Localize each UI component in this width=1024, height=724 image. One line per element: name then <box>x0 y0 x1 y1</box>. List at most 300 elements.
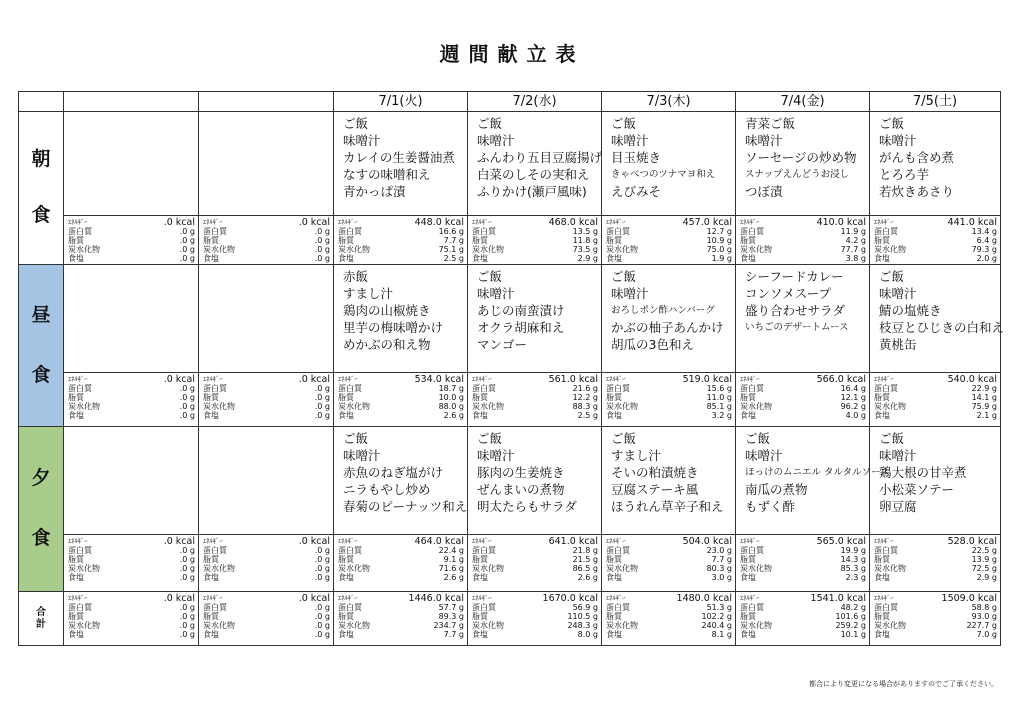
nutrient-label: 炭水化物 <box>874 245 906 254</box>
nutrition-cell <box>736 592 870 646</box>
dish-item: 味噌汁 <box>611 286 649 301</box>
dish-item: なすの味噌和え <box>343 167 431 182</box>
empty-cell <box>199 112 334 216</box>
nutrition-row <box>68 236 195 245</box>
nutrient-amount: .0 g <box>179 227 195 236</box>
nutrient-label: 蛋白質 <box>68 546 92 555</box>
dish-item: 鯖の塩焼き <box>879 303 942 318</box>
nutrient-amount: 15.6 <box>706 384 725 393</box>
nutrient-unit: g <box>592 227 598 236</box>
nutrient-unit: g <box>458 564 464 573</box>
breakfast-dish-row <box>19 112 1001 216</box>
dinner-nutrition-row <box>19 535 1001 592</box>
nutrient-value <box>573 546 598 555</box>
nutrient-amount: 3.2 <box>711 411 725 420</box>
nutrient-amount: 10.9 <box>706 236 725 245</box>
nutrient-amount: 457.0 <box>682 217 710 228</box>
nutrient-label: 脂質 <box>68 555 84 564</box>
empty-cell <box>199 427 334 535</box>
nutrient-value <box>444 411 464 420</box>
date-header-row <box>19 92 1001 112</box>
meal-label-total <box>19 592 64 646</box>
nutrient-value <box>972 384 997 393</box>
nutrient-value <box>573 236 598 245</box>
nutrient-amount: 11.8 <box>572 236 591 245</box>
dish-item: そいの粕漬焼き <box>611 465 699 480</box>
nutrient-value <box>817 537 866 546</box>
lunch-dish-row <box>19 265 1001 373</box>
nutrient-label: 炭水化物 <box>472 402 504 411</box>
lunch-nutrition-row <box>19 373 1001 427</box>
meal-label-char: 朝 <box>31 148 51 171</box>
dish-item: 味噌汁 <box>745 448 783 463</box>
nutrient-amount: 10.0 <box>438 393 457 402</box>
dish-item: きゃべつのツナマヨ和え <box>611 169 716 180</box>
nutrient-amount: 504.0 <box>682 536 710 547</box>
nutrient-label: ｴﾈﾙｷﾞｰ <box>874 218 894 226</box>
nutrient-value <box>578 411 598 420</box>
nutrition-row <box>68 245 195 254</box>
nutrient-value <box>578 573 598 582</box>
nutrient-amount: 85.1 <box>706 402 725 411</box>
nutrient-amount: 1.9 <box>711 254 725 263</box>
nutrient-unit: g <box>458 393 464 402</box>
nutrition-row <box>472 218 598 227</box>
nutrient-label: ｴﾈﾙｷﾞｰ <box>203 375 223 383</box>
nutrient-label: ｴﾈﾙｷﾞｰ <box>68 594 88 602</box>
nutrient-label: ｴﾈﾙｷﾞｰ <box>338 594 358 602</box>
dish-item: ふんわり五目豆腐揚げ <box>477 150 603 165</box>
nutrient-label: 炭水化物 <box>338 245 370 254</box>
nutrient-amount: .0 g <box>314 573 330 582</box>
nutrient-label: 蛋白質 <box>606 384 630 393</box>
nutrient-amount: 79.3 <box>971 245 990 254</box>
nutrition-row <box>740 573 866 582</box>
empty-cell <box>64 112 199 216</box>
nutrition-row <box>472 227 598 236</box>
nutrient-label: 食塩 <box>68 573 84 582</box>
nutrition-row <box>740 612 866 621</box>
nutrition-row <box>472 573 598 582</box>
nutrient-value <box>811 594 866 603</box>
nutrient-value <box>439 384 464 393</box>
nutrition-row <box>740 603 866 612</box>
nutrient-unit: g <box>458 603 464 612</box>
nutrient-value <box>712 555 732 564</box>
nutrient-value <box>180 555 195 564</box>
nutrient-value <box>180 411 195 420</box>
nutrient-amount: .0 kcal <box>298 536 330 547</box>
nutrient-unit: g <box>860 630 866 639</box>
nutrient-value <box>444 254 464 263</box>
nutrient-label: 蛋白質 <box>874 384 898 393</box>
dish-item: ご飯 <box>879 116 905 131</box>
nutrition-row <box>874 621 997 630</box>
nutrition-row <box>203 546 330 555</box>
nutrition-row <box>606 594 732 603</box>
nutrient-label: 食塩 <box>606 630 622 639</box>
nutrient-amount: 51.3 <box>706 603 725 612</box>
nutrient-amount: 93.0 <box>971 612 990 621</box>
nutrient-value <box>977 630 997 639</box>
nutrient-value <box>841 555 866 564</box>
nutrient-unit: kcal <box>578 217 598 228</box>
nutrient-amount: 2.5 <box>443 254 457 263</box>
dish-item: すまし汁 <box>343 286 394 301</box>
nutrition-cell <box>602 535 736 592</box>
nutrient-label: 炭水化物 <box>472 245 504 254</box>
nutrient-value <box>846 573 866 582</box>
nutrient-label: ｴﾈﾙｷﾞｰ <box>68 218 88 226</box>
meal-label-breakfast <box>19 112 64 265</box>
dish-item: 明太たらもサラダ <box>477 499 577 514</box>
nutrient-value <box>573 384 598 393</box>
nutrition-row <box>874 594 997 603</box>
nutrient-label: 蛋白質 <box>68 227 92 236</box>
nutrient-unit: g <box>592 573 598 582</box>
nutrient-amount: 2.6 <box>443 573 457 582</box>
nutrient-label: 脂質 <box>472 236 488 245</box>
nutrient-amount: 8.0 <box>577 630 591 639</box>
nutrient-amount: .0 kcal <box>163 536 195 547</box>
nutrient-value <box>444 630 464 639</box>
nutrient-label: 炭水化物 <box>203 564 235 573</box>
dish-item: コンソメスープ <box>745 286 832 301</box>
dish-item: ご飯 <box>611 116 637 131</box>
nutrient-label: ｴﾈﾙｷﾞｰ <box>606 537 626 545</box>
nutrient-amount: 21.6 <box>572 384 591 393</box>
nutrient-amount: 3.8 <box>845 254 859 263</box>
nutrient-amount: 18.7 <box>438 384 457 393</box>
dish-cell <box>736 427 890 535</box>
nutrition-cell <box>334 592 468 646</box>
dish-item: 鶏大根の甘辛煮 <box>879 465 967 480</box>
nutrient-amount: 101.6 <box>835 612 859 621</box>
nutrient-label: 食塩 <box>338 411 354 420</box>
nutrient-label: 脂質 <box>338 236 354 245</box>
nutrient-amount: 21.8 <box>572 546 591 555</box>
nutrient-unit: kcal <box>977 374 997 385</box>
nutrition-row <box>874 236 997 245</box>
nutrition-cell <box>602 216 736 265</box>
nutrient-unit: g <box>726 402 732 411</box>
nutrient-label: ｴﾈﾙｷﾞｰ <box>338 537 358 545</box>
nutrient-amount: .0 g <box>179 621 195 630</box>
nutrient-unit: g <box>991 630 997 639</box>
nutrient-unit: g <box>458 612 464 621</box>
nutrient-amount: 2.9 <box>976 573 990 582</box>
nutrient-label: 脂質 <box>874 612 890 621</box>
nutrient-value <box>712 573 732 582</box>
dish-item: 小松菜ソテー <box>879 482 955 497</box>
nutrient-unit: g <box>860 245 866 254</box>
nutrient-label: 蛋白質 <box>472 546 496 555</box>
nutrition-row <box>606 245 732 254</box>
nutrient-value <box>180 603 195 612</box>
nutrient-value <box>948 537 997 546</box>
dish-cell <box>602 265 736 373</box>
nutrient-amount: 2.0 <box>976 254 990 263</box>
nutrient-value <box>315 402 330 411</box>
nutrition-row <box>606 603 732 612</box>
nutrient-amount: .0 g <box>179 630 195 639</box>
dish-item: 枝豆とひじきの白和え <box>879 320 1005 335</box>
nutrient-label: 脂質 <box>338 555 354 564</box>
nutrition-row <box>338 375 464 384</box>
nutrient-value <box>180 612 195 621</box>
nutrition-cell <box>199 592 334 646</box>
nutrient-label: ｴﾈﾙｷﾞｰ <box>740 218 760 226</box>
nutrient-value <box>415 537 464 546</box>
nutrient-label: 脂質 <box>740 236 756 245</box>
nutrient-unit: g <box>592 411 598 420</box>
dish-item: スナップえんどうお浸し <box>745 169 850 180</box>
nutrient-amount: 2.9 <box>577 254 591 263</box>
nutrient-amount: .0 kcal <box>298 217 330 228</box>
nutrient-value <box>977 236 997 245</box>
nutrient-unit: g <box>991 564 997 573</box>
nutrient-label: 炭水化物 <box>338 402 370 411</box>
nutrient-amount: .0 g <box>314 630 330 639</box>
nutrition-row <box>472 564 598 573</box>
nutrition-row <box>338 254 464 263</box>
dish-item: 白菜のしその実和え <box>477 167 590 182</box>
nutrient-amount: 2.6 <box>577 573 591 582</box>
nutrient-value <box>578 254 598 263</box>
nutrient-amount: 259.2 <box>835 621 859 630</box>
nutrient-value <box>180 564 195 573</box>
dish-item: 若炊きあさり <box>879 184 955 199</box>
nutrient-label: ｴﾈﾙｷﾞｰ <box>203 537 223 545</box>
nutrient-value <box>707 236 732 245</box>
nutrient-amount: 8.1 <box>711 630 725 639</box>
nutrient-value <box>439 603 464 612</box>
nutrient-amount: 57.7 <box>438 603 457 612</box>
nutrition-row <box>472 245 598 254</box>
nutrient-value <box>841 227 866 236</box>
nutrient-label: 蛋白質 <box>68 603 92 612</box>
dish-item: 南瓜の煮物 <box>745 482 808 497</box>
nutrient-value <box>707 402 732 411</box>
nutrient-unit: g <box>860 254 866 263</box>
dish-cell <box>870 427 1001 535</box>
nutrition-row <box>203 218 330 227</box>
dinner-dish-row <box>19 427 1001 535</box>
nutrient-value <box>846 411 866 420</box>
nutrition-cell <box>199 373 334 427</box>
nutrition-row <box>203 375 330 384</box>
nutrient-amount: 448.0 <box>414 217 442 228</box>
nutrient-unit: kcal <box>977 593 997 604</box>
nutrient-amount: .0 g <box>179 384 195 393</box>
nutrition-row <box>203 573 330 582</box>
nutrition-row <box>874 546 997 555</box>
nutrient-unit: g <box>860 612 866 621</box>
nutrition-cell <box>468 216 602 265</box>
dish-item: 豆腐ステーキ風 <box>611 482 699 497</box>
nutrient-amount: .0 g <box>314 393 330 402</box>
nutrient-unit: g <box>991 393 997 402</box>
nutrient-unit: g <box>991 236 997 245</box>
dish-item: 味噌汁 <box>343 133 381 148</box>
nutrient-unit: g <box>458 227 464 236</box>
nutrient-value <box>315 612 330 621</box>
nutrient-unit: g <box>991 254 997 263</box>
nutrient-label: 蛋白質 <box>203 603 227 612</box>
nutrient-amount: 227.7 <box>966 621 990 630</box>
nutrient-label: 脂質 <box>740 612 756 621</box>
nutrition-row <box>68 254 195 263</box>
nutrient-value <box>835 621 866 630</box>
nutrient-unit: g <box>726 236 732 245</box>
nutrition-cell <box>334 373 468 427</box>
nutrient-value <box>948 218 997 227</box>
nutrition-cell <box>64 373 199 427</box>
nutrient-value <box>707 546 732 555</box>
nutrient-label: 炭水化物 <box>874 621 906 630</box>
nutrient-label: 食塩 <box>338 630 354 639</box>
nutrient-label: 蛋白質 <box>606 227 630 236</box>
nutrition-row <box>338 393 464 402</box>
nutrient-unit: g <box>860 621 866 630</box>
nutrient-amount: .0 kcal <box>163 374 195 385</box>
nutrition-row <box>874 603 997 612</box>
nutrient-amount: 234.7 <box>433 621 457 630</box>
nutrient-unit: kcal <box>444 217 464 228</box>
nutrient-value <box>180 236 195 245</box>
dish-item: 味噌汁 <box>879 286 917 301</box>
nutrition-row <box>606 384 732 393</box>
nutrient-amount: .0 kcal <box>298 593 330 604</box>
nutrient-amount: .0 g <box>314 227 330 236</box>
nutrient-value <box>180 393 195 402</box>
nutrient-unit: kcal <box>846 536 866 547</box>
nutrient-value <box>444 555 464 564</box>
nutrient-value <box>549 218 598 227</box>
nutrient-amount: 80.3 <box>706 564 725 573</box>
nutrient-unit: kcal <box>578 536 598 547</box>
nutrient-label: ｴﾈﾙｷﾞｰ <box>68 537 88 545</box>
nutrient-value <box>549 537 598 546</box>
nutrient-amount: 102.2 <box>701 612 725 621</box>
nutrient-value <box>439 245 464 254</box>
dish-item: 青かっぱ漬 <box>343 184 406 199</box>
nutrient-amount: 4.2 <box>845 236 859 245</box>
nutrition-row <box>606 612 732 621</box>
nutrient-label: ｴﾈﾙｷﾞｰ <box>874 375 894 383</box>
nutrition-cell <box>736 373 870 427</box>
nutrient-label: 脂質 <box>874 555 890 564</box>
meal-label-dinner <box>19 427 64 592</box>
nutrition-cell <box>468 373 602 427</box>
dish-cell <box>468 265 602 373</box>
nutrient-unit: g <box>991 227 997 236</box>
nutrient-label: 脂質 <box>203 236 219 245</box>
nutrient-value <box>315 630 330 639</box>
nutrition-row <box>874 393 997 402</box>
nutrient-amount: .0 g <box>314 236 330 245</box>
nutrient-value <box>683 537 732 546</box>
nutrition-row <box>203 555 330 564</box>
nutrient-label: 食塩 <box>203 411 219 420</box>
meal-label-lunch <box>19 265 64 427</box>
nutrient-amount: 11.0 <box>706 393 725 402</box>
nutrient-value <box>315 236 330 245</box>
nutrition-row <box>740 393 866 402</box>
nutrient-unit: g <box>458 546 464 555</box>
nutrient-label: 蛋白質 <box>203 546 227 555</box>
nutrient-amount: 2.1 <box>976 411 990 420</box>
nutrient-value <box>315 555 330 564</box>
nutrient-amount: .0 g <box>179 411 195 420</box>
nutrient-label: 脂質 <box>606 612 622 621</box>
nutrition-row <box>338 227 464 236</box>
nutrition-cell <box>870 373 1001 427</box>
nutrient-label: 炭水化物 <box>874 402 906 411</box>
nutrient-label: 炭水化物 <box>68 402 100 411</box>
nutrient-label: 蛋白質 <box>338 603 362 612</box>
nutrient-value <box>683 218 732 227</box>
nutrient-amount: 22.5 <box>971 546 990 555</box>
nutrient-value <box>409 594 464 603</box>
nutrition-row <box>203 402 330 411</box>
nutrition-row <box>740 411 866 420</box>
meal-label-char: 食 <box>31 363 51 386</box>
nutrient-value <box>817 375 866 384</box>
nutrition-row <box>203 603 330 612</box>
nutrition-row <box>203 254 330 263</box>
nutrient-value <box>972 612 997 621</box>
nutrient-unit: g <box>860 603 866 612</box>
nutrition-row <box>203 537 330 546</box>
nutrient-label: 脂質 <box>203 612 219 621</box>
nutrient-unit: g <box>592 384 598 393</box>
nutrient-amount: .0 g <box>314 555 330 564</box>
nutrient-value <box>299 375 330 384</box>
nutrient-amount: 14.1 <box>971 393 990 402</box>
nutrient-amount: 410.0 <box>816 217 844 228</box>
nutrient-label: 脂質 <box>606 236 622 245</box>
nutrient-unit: g <box>726 603 732 612</box>
nutrient-value <box>164 594 195 603</box>
nutrient-amount: 72.5 <box>971 564 990 573</box>
dish-item: 里芋の梅味噌かけ <box>343 320 444 335</box>
nutrient-value <box>846 254 866 263</box>
nutrient-amount: 565.0 <box>816 536 844 547</box>
dish-item: ソーセージの炒め物 <box>745 150 857 165</box>
nutrient-amount: 4.0 <box>845 411 859 420</box>
nutrient-value <box>315 393 330 402</box>
nutrient-value <box>315 564 330 573</box>
nutrient-unit: g <box>458 236 464 245</box>
nutrient-amount: 23.0 <box>706 546 725 555</box>
nutrient-value <box>315 546 330 555</box>
nutrient-amount: .0 g <box>314 603 330 612</box>
nutrient-unit: g <box>592 402 598 411</box>
nutrient-label: 蛋白質 <box>874 603 898 612</box>
nutrient-amount: .0 g <box>314 411 330 420</box>
dish-item: 味噌汁 <box>611 133 649 148</box>
nutrient-amount: 7.7 <box>711 555 725 564</box>
nutrition-cell <box>870 535 1001 592</box>
nutrient-value <box>977 411 997 420</box>
nutrient-label: 炭水化物 <box>606 564 638 573</box>
nutrient-label: 食塩 <box>472 254 488 263</box>
nutrient-label: ｴﾈﾙｷﾞｰ <box>606 375 626 383</box>
nutrition-row <box>874 402 997 411</box>
nutrition-cell <box>468 535 602 592</box>
nutrient-amount: 56.9 <box>572 603 591 612</box>
